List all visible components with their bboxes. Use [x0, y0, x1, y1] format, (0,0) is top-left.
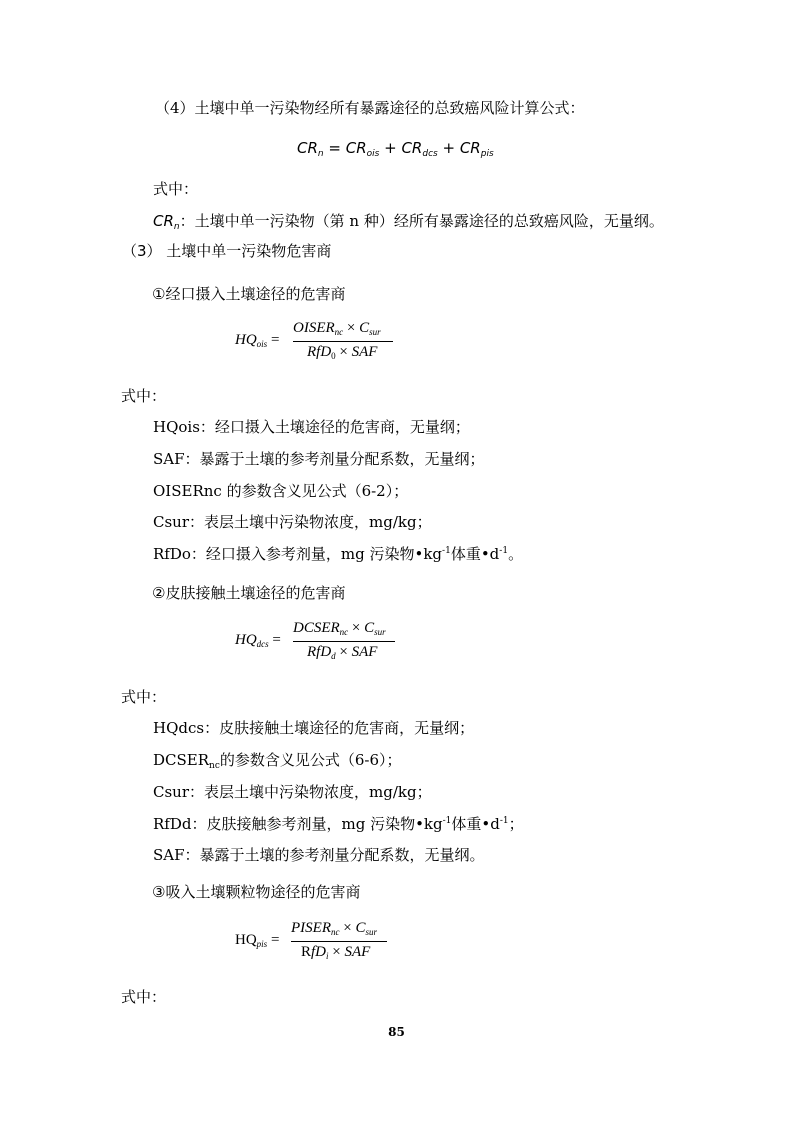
text-line-rfdd: RfDd：皮肤接触参考剂量，mg 污染物$•kg^{-1}$体重$•d^{-1}$；	[153, 815, 524, 833]
where-label-2: 式中：	[121, 387, 167, 405]
subheading-particulate-inhalation: ③吸入土壤颗粒物途径的危害商	[152, 883, 361, 901]
equation-hq-pis: $HQ_{pis}$ = $PISER_{nc} \times C_{sur}$ RfD$_i$ × SAF	[235, 920, 395, 968]
page-number: 85	[388, 1025, 405, 1039]
where-label-4: 式中：	[121, 988, 167, 1006]
text-line-csur-1: Csur：表层土壤中污染物浓度，mg/kg；	[153, 513, 432, 531]
text-line-rfdo: RfDo：经口摄入参考剂量，mg 污染物$•kg^{-1}$体重$•d^{-1}$。	[153, 545, 524, 563]
fraction-bar	[293, 641, 395, 642]
text-line-dcsernc: $DCSER_{nc}$的参数含义见公式（6-6）；	[153, 751, 402, 771]
fraction-bar	[293, 341, 393, 342]
fraction-bar	[291, 941, 387, 942]
where-label-1: 式中：	[153, 180, 199, 198]
text-line-crn-definition: $CR_n$：土壤中单一污染物（第 n 种）经所有暴露途径的总致癌风险，无量纲。	[153, 212, 664, 232]
text-line-hqois: HQois：经口摄入土壤途径的危害商，无量纲；	[153, 418, 470, 436]
text-line-oisernc: OISERnc 的参数含义见公式（6-2）；	[153, 482, 409, 500]
text-line-csur-2: Csur：表层土壤中污染物浓度，mg/kg；	[153, 783, 432, 801]
subheading-dermal-contact: ②皮肤接触土壤途径的危害商	[152, 584, 346, 602]
equation-cr-total: $CR_n = CR_{ois} + CR_{dcs} + CR_{pis}$	[297, 139, 494, 159]
text-line-saf-1: SAF：暴露于土壤的参考剂量分配系数，无量纲；	[153, 450, 485, 468]
equation-hq-dcs: $HQ_{dcs}$ = $DCSER_{nc} \times C_{sur}$ RfD$_d$ × SAF	[235, 620, 395, 668]
text-line-saf-2: SAF：暴露于土壤的参考剂量分配系数，无量纲。	[153, 846, 485, 864]
text-line-hqdcs: HQdcs：皮肤接触土壤途径的危害商，无量纲；	[153, 719, 475, 737]
text-line-cr-intro: （4）土壤中单一污染物经所有暴露途径的总致癌风险计算公式：	[155, 99, 585, 117]
where-label-3: 式中：	[121, 688, 167, 706]
section-heading-hazard-quotient: （3） 土壤中单一污染物危害商	[122, 242, 332, 260]
subheading-oral-ingestion: ①经口摄入土壤途径的危害商	[152, 285, 346, 303]
equation-hq-ois: $HQ_{ois}$ = $OISER_{nc} \times C_{sur}$ RfD$_0$ × SAF	[235, 320, 395, 368]
